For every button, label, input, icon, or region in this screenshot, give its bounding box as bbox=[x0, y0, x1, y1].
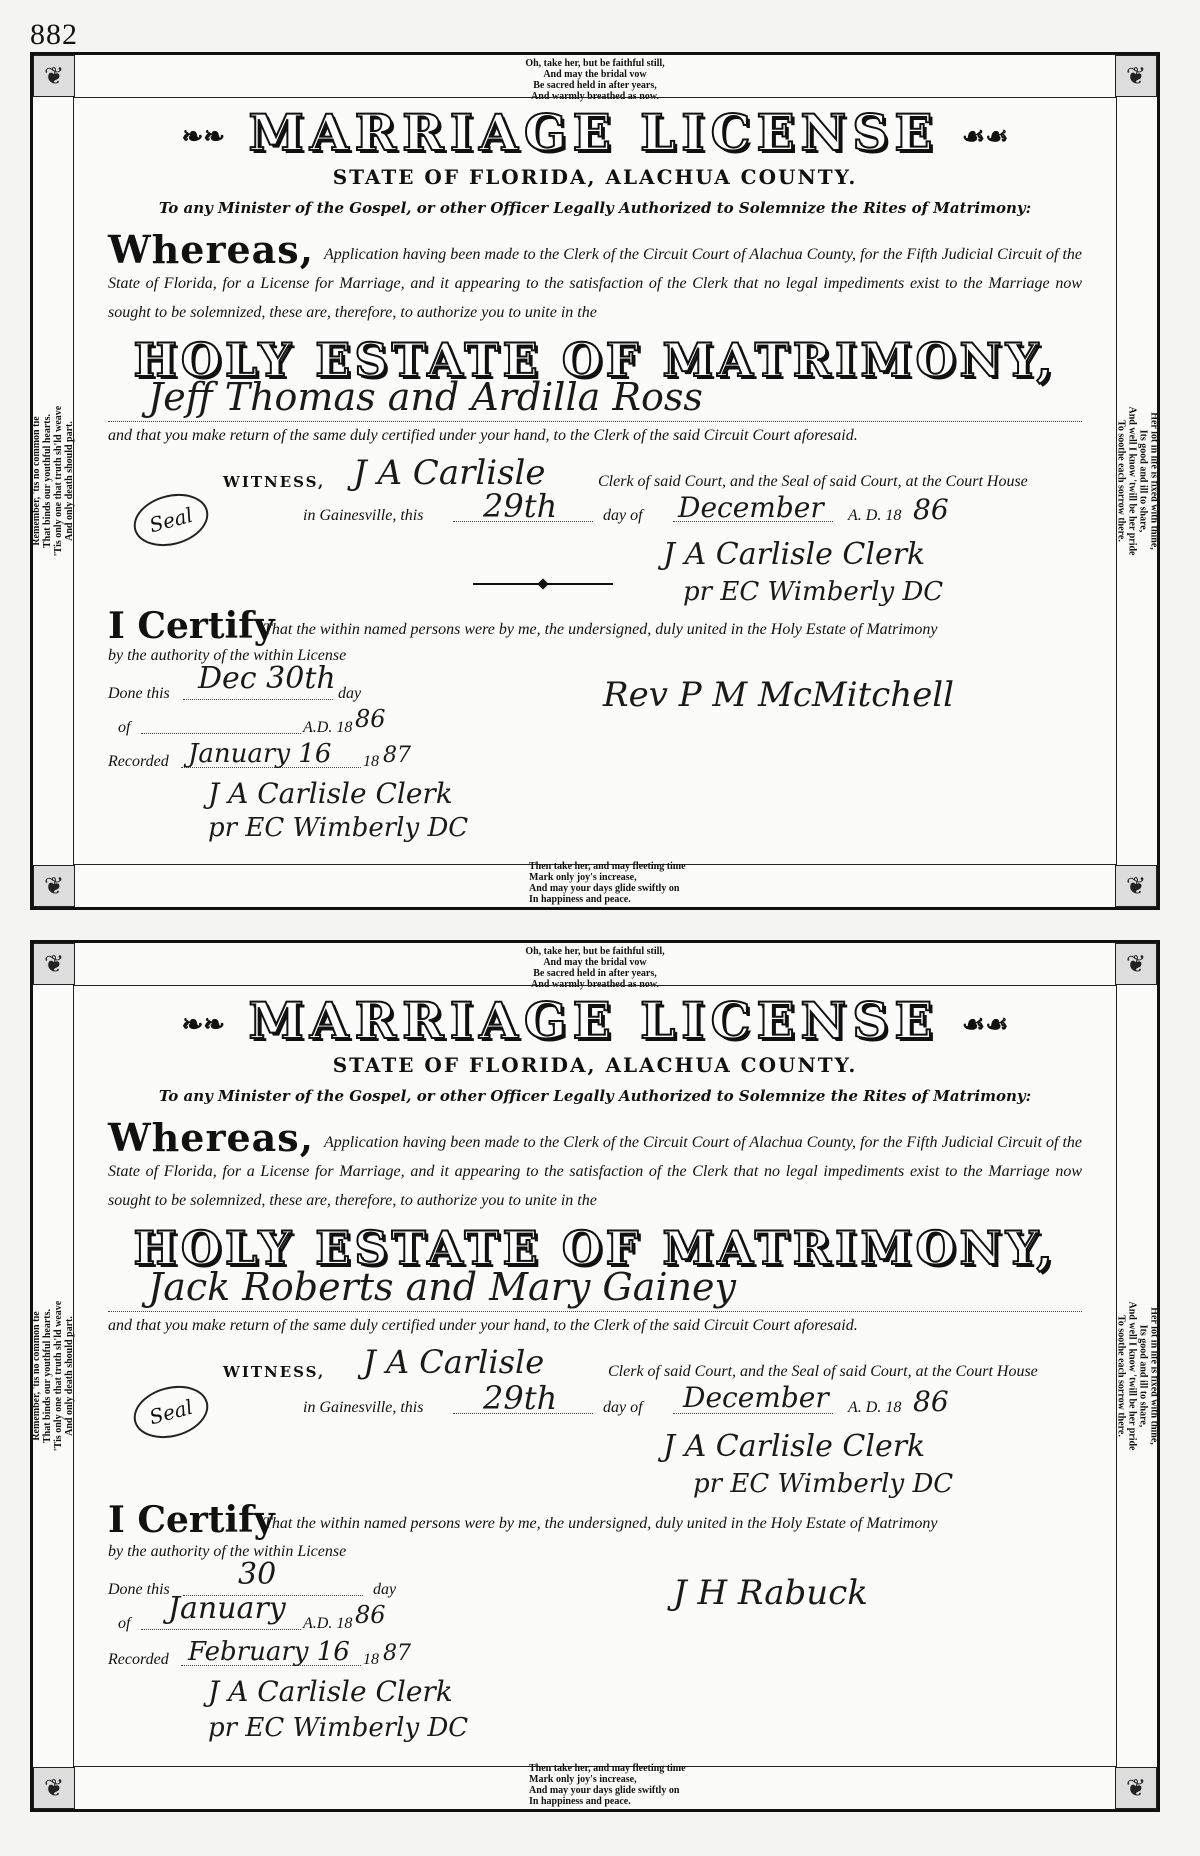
authority-text: by the authority of the within License bbox=[108, 1543, 347, 1560]
marriage-license-2 bbox=[30, 940, 1160, 1812]
verse-top: Oh, take her, but be faithful still, And may the bridal vow Be sacred held in after years, And warmly breathed as now. bbox=[525, 58, 665, 102]
certify-heading: I Certify bbox=[108, 605, 275, 647]
day-label: day bbox=[338, 685, 362, 702]
recorded-clerk: J A Carlisle Clerk bbox=[208, 777, 453, 810]
ad-label: A. D. 18 bbox=[848, 1399, 902, 1416]
license-month: December bbox=[683, 1381, 829, 1414]
verse-left: Remember, 'tis no common tie That binds our youthful hearts. 'Tis only one that truth sh'ld weave And only death should part. bbox=[31, 405, 76, 557]
license-day: 29th bbox=[483, 1379, 558, 1417]
flourish-icon: ❧❧ bbox=[181, 1010, 226, 1040]
license-title: ❧❧ MARRIAGE LICENSE ☙☙ bbox=[181, 103, 1009, 162]
clerk-clause: Clerk of said Court, and the Seal of said Court, at the Court House bbox=[608, 1363, 1038, 1380]
ad-label: A. D. 18 bbox=[848, 507, 902, 524]
verse-left: Remember, 'tis no common tie That binds our youthful hearts. 'Tis only one that truth sh'ld weave And only death should part. bbox=[31, 1300, 76, 1452]
return-clause: and that you make return of the same duly certified under your hand, to the Clerk of the said Circuit Court aforesaid. bbox=[108, 1317, 858, 1334]
clerk-clause: Clerk of said Court, and the Seal of said Court, at the Court House bbox=[598, 473, 1028, 490]
done-year: 86 bbox=[355, 1601, 386, 1629]
day-of-label: day of bbox=[603, 1399, 643, 1416]
clerk-name: J A Carlisle bbox=[363, 1343, 545, 1381]
done-this-label: Done this bbox=[108, 1581, 170, 1598]
recorded-year-label: 18 bbox=[363, 753, 379, 770]
return-clause: and that you make return of the same duly certified under your hand, to the Clerk of the said Circuit Court aforesaid. bbox=[108, 427, 858, 444]
done-day: Dec 30th bbox=[198, 661, 336, 696]
day-of-label: day of bbox=[603, 507, 643, 524]
page-number: 882 bbox=[30, 18, 78, 51]
clerk-name: J A Carlisle bbox=[353, 453, 546, 493]
deputy-signature: pr EC Wimberly DC bbox=[683, 577, 944, 607]
verse-right: Her lot in life is fixed with thine, Its good and ill to share, And well I know 'twill be her pride To soothe each sorrow there. bbox=[1115, 1301, 1159, 1451]
marriage-license-1 bbox=[30, 52, 1160, 910]
corner-ornament-icon: ❦ bbox=[33, 1767, 75, 1809]
holy-estate-heading: HOLY ESTATE OF MATRIMONY, bbox=[133, 333, 1057, 387]
done-year: 86 bbox=[355, 705, 386, 733]
couple-names: Jeff Thomas and Ardilla Ross bbox=[148, 375, 703, 419]
certify-text: That the within named persons were by me, the undersigned, duly united in the Holy Estate of Matrimony bbox=[263, 1515, 938, 1532]
couple-names: Jack Roberts and Mary Gainey bbox=[148, 1265, 736, 1309]
recorded-label: Recorded bbox=[108, 753, 169, 770]
flourish-icon: ☙☙ bbox=[961, 122, 1009, 152]
names-line bbox=[108, 1267, 1082, 1312]
recorded-year: 87 bbox=[383, 743, 411, 768]
license-month: December bbox=[678, 491, 824, 524]
state-heading: STATE OF FLORIDA, ALACHUA COUNTY. bbox=[332, 165, 858, 189]
in-gainesville-label: in Gainesville, this bbox=[303, 1399, 424, 1416]
flourish-icon: ☙☙ bbox=[961, 1010, 1009, 1040]
certify-heading: I Certify bbox=[108, 1499, 275, 1541]
ad-short-label: A.D. 18 bbox=[303, 1615, 353, 1632]
corner-ornament-icon: ❦ bbox=[33, 943, 75, 985]
done-day: 30 bbox=[238, 1557, 277, 1592]
license-title: ❧❧ MARRIAGE LICENSE ☙☙ bbox=[181, 991, 1009, 1050]
recorded-clerk: J A Carlisle Clerk bbox=[208, 1675, 453, 1708]
application-paragraph: Whereas, Application having been made to the Clerk of the Circuit Court of Alachua County, for the Fifth Judicial Circuit of the State of Florida, for a License for Marriage, and it appearing to the satisfaction of the Clerk that no legal impediments exist to the Marriage now sought to be solemnized, these are, therefore, to authorize you to unite in the bbox=[108, 1115, 1082, 1209]
ad-short-label: A.D. 18 bbox=[303, 719, 353, 736]
day-label: day bbox=[373, 1581, 397, 1598]
license-year: 86 bbox=[913, 493, 949, 526]
in-gainesville-label: in Gainesville, this bbox=[303, 507, 424, 524]
recorded-deputy: pr EC Wimberly DC bbox=[208, 813, 469, 843]
corner-ornament-icon: ❦ bbox=[1115, 1767, 1157, 1809]
seal-mark: Seal bbox=[128, 486, 214, 554]
license-day: 29th bbox=[483, 487, 558, 525]
recorded-date: February 16 bbox=[188, 1637, 350, 1667]
recorded-date: January 16 bbox=[188, 739, 332, 769]
recorded-year-label: 18 bbox=[363, 1651, 379, 1668]
verse-top: Oh, take her, but be faithful still, And may the bridal vow Be sacred held in after years, And warmly breathed as now. bbox=[525, 946, 665, 990]
clerk-signature: J A Carlisle Clerk bbox=[663, 537, 926, 572]
of-label: of bbox=[118, 719, 131, 736]
address-line: To any Minister of the Gospel, or other Officer Legally Authorized to Solemnize the Rites of Matrimony: bbox=[158, 199, 1032, 217]
license-year: 86 bbox=[913, 1385, 949, 1418]
names-line bbox=[108, 377, 1082, 422]
flourish-icon: ❧❧ bbox=[181, 122, 226, 152]
state-heading: STATE OF FLORIDA, ALACHUA COUNTY. bbox=[332, 1053, 858, 1077]
corner-ornament-icon: ❦ bbox=[1115, 55, 1157, 97]
done-this-label: Done this bbox=[108, 685, 170, 702]
recorded-label: Recorded bbox=[108, 1651, 169, 1668]
seal-mark: Seal bbox=[128, 1378, 214, 1446]
verse-bottom: Then take her, and may fleeting time Mark only joy's increase, And may your days glide swiftly on In happiness and peace. bbox=[529, 861, 686, 905]
corner-ornament-icon: ❦ bbox=[1115, 865, 1157, 907]
done-month: January bbox=[168, 1591, 286, 1626]
officiant-signature: Rev P M McMitchell bbox=[603, 675, 955, 715]
verse-bottom: Then take her, and may fleeting time Mark only joy's increase, And may your days glide swiftly on In happiness and peace. bbox=[529, 1763, 686, 1807]
corner-ornament-icon: ❦ bbox=[33, 865, 75, 907]
officiant-signature: J H Rabuck bbox=[673, 1573, 868, 1613]
corner-ornament-icon: ❦ bbox=[1115, 943, 1157, 985]
authority-text: by the authority of the within License bbox=[108, 647, 347, 664]
of-label: of bbox=[118, 1615, 131, 1632]
address-line: To any Minister of the Gospel, or other Officer Legally Authorized to Solemnize the Rites of Matrimony: bbox=[158, 1087, 1032, 1105]
recorded-year: 87 bbox=[383, 1641, 411, 1666]
divider bbox=[473, 583, 613, 585]
deputy-signature: pr EC Wimberly DC bbox=[693, 1469, 954, 1499]
clerk-signature: J A Carlisle Clerk bbox=[663, 1429, 926, 1464]
corner-ornament-icon: ❦ bbox=[33, 55, 75, 97]
certify-text: That the within named persons were by me, the undersigned, duly united in the Holy Estate of Matrimony bbox=[263, 621, 938, 638]
verse-right: Her lot in life is fixed with thine, Its good and ill to share, And well I know 'twill be her pride To soothe each sorrow there. bbox=[1115, 406, 1159, 556]
application-paragraph: Whereas, Application having been made to the Clerk of the Circuit Court of Alachua County, for the Fifth Judicial Circuit of the State of Florida, for a License for Marriage, and it appearing to the satisfaction of the Clerk that no legal impediments exist to the Marriage now sought to be solemnized, these are, therefore, to authorize you to unite in the bbox=[108, 227, 1082, 321]
witness-label: WITNESS, bbox=[223, 1363, 326, 1381]
witness-label: WITNESS, bbox=[223, 473, 326, 491]
recorded-deputy: pr EC Wimberly DC bbox=[208, 1713, 469, 1743]
holy-estate-heading: HOLY ESTATE OF MATRIMONY, bbox=[133, 1221, 1057, 1275]
